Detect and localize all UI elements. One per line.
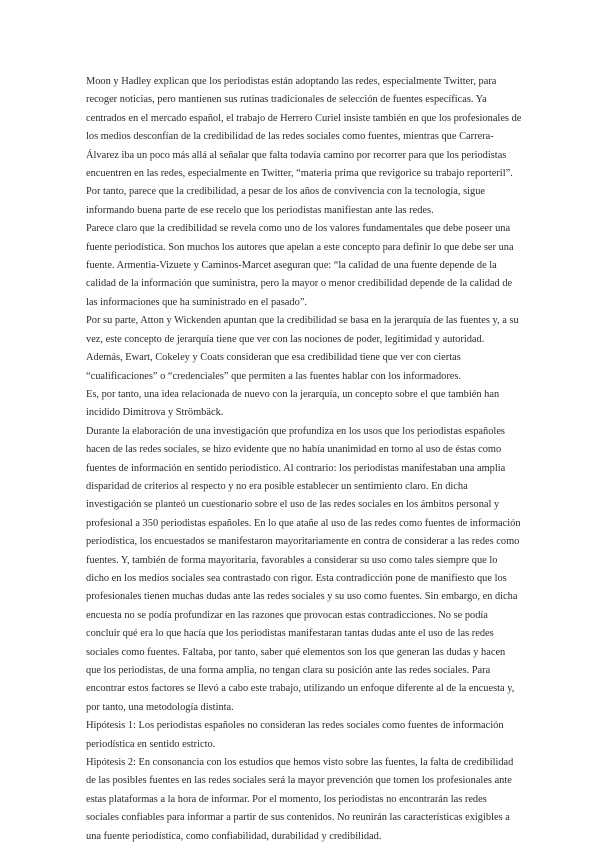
paragraph-investigation: Durante la elaboración de una investigación que profundiza en los usos que los periodistas españoles hacen de las redes sociales, se hizo evidente que no había unanimidad en torno al uso de éstas como fuentes de información en sentido periodístico. Al contrario: los periodistas manifestaban una amplia disparidad de criterios al respecto y no era posible establecer un sentimiento claro. En dicha investigación se planteó un cuestionario sobre el uso de las redes sociales en los ámbitos personal y profesional a 350 periodistas españoles. En lo que atañe al uso de las redes como fuentes de información periodística, los encuestados se manifestaron mayoritariamente en contra de considerar a las redes como fuentes. Y, también de forma mayoritaria, favorables a considerar su uso como tales siempre que lo dicho en los medios sociales sea contrastado con rigor. Esta contradicción pone de manifiesto que los profesionales tienen muchas dudas ante las redes sociales y su uso como fuentes. Sin embargo, en dicha encuesta no se podía profundizar en las razones que provocan estas contradicciones. No se podía concluir qué era lo que hacía que los periodistas manifestaran tantas dudas ante el uso de las redes sociales como fuentes. Faltaba, por tanto, saber qué elementos son los que generan las dudas y hacen que los periodistas, de una forma amplia, no tengan clara su posición ante las redes sociales. Para encontrar estos factores se llevó a cabo este trabajo, utilizando un enfoque diferente al de la encuesta y, por tanto, una metodología distinta. xyxy=(86,425,521,713)
paragraph-moon-hadley: Moon y Hadley explican que los periodistas están adoptando las redes, especialmente Twitter, para recoger noticias, pero mantienen sus rutinas tradicionales de selección de fuentes específicas. Ya centrados en el mercado español, el trabajo de Herrero Curiel insiste también en que los profesionales de los medios desconfían de la credibilidad de las redes sociales como fuentes, mientras que Carrera-Álvarez iba un poco más allá al señalar que falta todavía camino por recorrer para que los periodistas encuentren en las redes, especialmente en Twitter, “materia prima que revigorice su trabajo reporteril”. Por tanto, parece que la credibilidad, a pesar de los años de convivencia con la tecnología, sigue informando buena parte de ese recelo que los periodistas manifiestan ante las redes. xyxy=(86,76,522,216)
paragraph-hypothesis-2: Hipótesis 2: En consonancia con los estudios que hemos visto sobre las fuentes, la falta de credibilidad de las posibles fuentes en las redes sociales será la mayor prevención que tomen los profesionales ante estas plataformas a la hora de informar. Por el momento, los periodistas no encontrarán las redes sociales confiables para informar a partir de sus contenidos. No reunirán las características exigibles a una fuente periodística, como confiabilidad, durabilidad y credibilidad. xyxy=(86,757,514,842)
body-text xyxy=(86,73,522,846)
paragraph-hypothesis-1: Hipótesis 1: Los periodistas españoles no consideran las redes sociales como fuentes de información periodística en sentido estricto. xyxy=(86,720,504,750)
paragraph-credibility-values: Parece claro que la credibilidad se revela como uno de los valores fundamentales que debe poseer una fuente periodística. Son muchos los autores que apelan a este concepto para definir lo que debe ser una fuente. Armentia-Vizuete y Caminos-Marcet aseguran que: “la calidad de una fuente depende de la calidad de la información que suministra, pero la mayor o menor credibilidad depende de la calidad de las informaciones que ha suministrado en el pasado”. xyxy=(86,223,514,308)
paragraph-atton-wickenden: Por su parte, Atton y Wickenden apuntan que la credibilidad se basa en la jerarquía de las fuentes y, a su vez, este concepto de jerarquía tiene que ver con las nociones de poder, legitimidad y autoridad. Además, Ewart, Cokeley y Coats consideran que esa credibilidad tiene que ver con ciertas “cualificaciones” o “credenciales” que permiten a las fuentes hablar con los informadores. xyxy=(86,315,519,382)
paragraph-dimitrova: Es, por tanto, una idea relacionada de nuevo con la jerarquía, un concepto sobre el que también han incidido Dimitrova y Strömbäck. xyxy=(86,388,500,419)
